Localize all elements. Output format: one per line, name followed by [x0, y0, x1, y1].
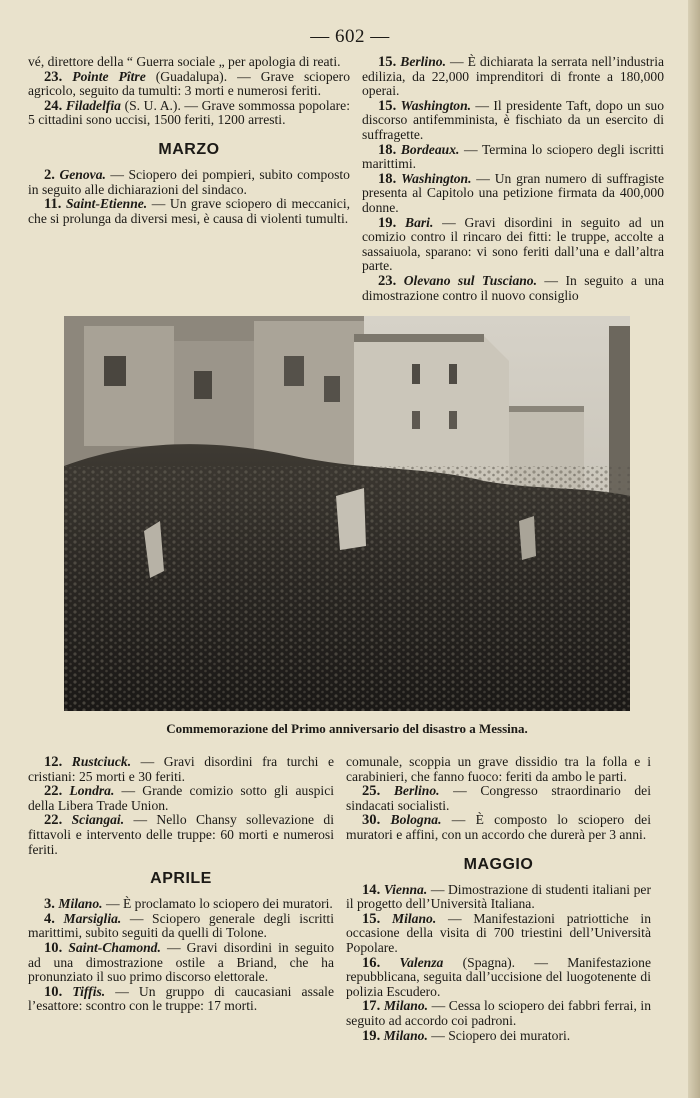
month-heading-aprile: APRILE: [150, 870, 212, 888]
entry-day: 14.: [362, 881, 381, 898]
entry-place: Vienna.: [383, 881, 428, 897]
entry-text: — In seguito a una dimostrazione contro il nuovo consiglio: [362, 272, 664, 303]
entry-day: 19.: [362, 1027, 381, 1044]
entry-place: Milano.: [392, 910, 437, 926]
entry-text: — Manifestazioni patriottiche in occasione della visita di 700 triestini dell’Università Popolare.: [346, 910, 651, 955]
entry-text: — Gravi disordini fra turchi e cristiani: 25 morti e 30 feriti.: [28, 754, 334, 784]
crowd-photograph: [64, 316, 630, 711]
entry-text: — Nello Chansy sollevazione di fittavoli e intervento delle truppe: 60 morti e numerosi feriti.: [28, 812, 334, 857]
entry: [28, 813, 334, 857]
entry: [28, 941, 334, 985]
entry-place: Bordeaux.: [400, 141, 460, 157]
entry: [346, 784, 651, 813]
entry-place: Marsiglia.: [63, 910, 122, 926]
entry-text: — È composto lo sciopero dei muratori e affini, con un accordo che durerà per 3 anni.: [346, 812, 651, 842]
entry-day: 11.: [44, 196, 62, 213]
entry-place: Rustciuck.: [71, 754, 132, 769]
entry-day: 30.: [362, 812, 381, 829]
entry-text: — Sciopero generale degli iscritti marittimi, subito seguiti da quelli di Tolone.: [28, 910, 334, 941]
entry-day: 16.: [362, 954, 381, 971]
entry-day: 24.: [44, 97, 63, 114]
entry: [346, 999, 651, 1028]
entry: [28, 784, 334, 813]
entry-text: — Grande comizio sotto gli auspici della Libera Trade Union.: [28, 783, 334, 813]
entry-place: Milano.: [383, 1027, 428, 1043]
entry-place: Washington.: [401, 170, 472, 186]
page-number: — 602 —: [310, 26, 390, 47]
entry-day: 15.: [378, 54, 397, 70]
column-bottom-right: [346, 755, 651, 1043]
entry-day: 3.: [44, 896, 55, 913]
entry-place: Berlino.: [393, 783, 440, 799]
entry: [362, 99, 664, 143]
entry-day: 4.: [44, 910, 55, 927]
entry: [346, 883, 651, 912]
entry-text: (S. U. A.). — Grave sommossa popolare: 5 cittadini sono uccisi, 1500 feriti, 1200 arresti.: [28, 97, 350, 128]
entry-day: 23.: [44, 68, 63, 85]
entry-place: Berlino.: [400, 54, 446, 69]
entry-day: 23.: [378, 272, 397, 289]
entry-text: — Congresso straordinario dei sindacati socialisti.: [346, 783, 651, 813]
month-heading-maggio: MAGGIO: [463, 855, 534, 873]
entry: [362, 274, 664, 303]
entry-place: Bologna.: [390, 812, 442, 828]
entry-text: — È proclamato lo sciopero dei muratori.: [102, 896, 333, 912]
entry: [28, 755, 334, 784]
entry-place: Pointe Pître: [72, 68, 146, 84]
entry: [28, 168, 350, 197]
entry-place: Genova.: [59, 166, 106, 182]
entry: [346, 912, 651, 956]
entry-text: — Sciopero dei pompieri, subito composto in seguito alle dichiarazioni del sindaco.: [28, 166, 350, 197]
entry-place: Saint-Chamond.: [68, 939, 161, 955]
entry: [362, 172, 664, 216]
entry-text: — Sciopero dei muratori.: [427, 1027, 571, 1043]
entry-day: 18.: [378, 141, 397, 158]
entry-day: 12.: [44, 754, 63, 770]
entry-day: 25.: [362, 783, 381, 800]
entry-text: (Guadalupa). — Grave sciopero agricolo, seguito da tumulti: 3 morti e numerosi feriti.: [28, 68, 351, 99]
entry: [28, 197, 350, 226]
entry-place: Sciangai.: [71, 812, 125, 828]
entry-place: Filadelfia: [65, 97, 121, 113]
entry-text: — Il presidente Taft, dopo un suo discorso antifemminista, è fischiato da un esercito di suffragette.: [362, 97, 664, 142]
entry-text: (Spagna). — Manifestazione repubblicana, seguita dall’uccisione del luogotenente di polizia Escudero.: [346, 954, 651, 999]
entry: [346, 813, 651, 842]
entry-place: Bari.: [405, 214, 434, 230]
entry-day: 22.: [44, 783, 63, 800]
entry: [28, 70, 350, 99]
entry: [362, 216, 664, 274]
photo-caption: Commemorazione del Primo anniversario del disastro a Messina.: [166, 721, 528, 736]
entry-day: 15.: [378, 97, 397, 114]
entry-day: 10.: [44, 939, 63, 956]
entry-text: — È dichiarata la serrata nell’industria edilizia, da 22,000 imprenditori di fronte a 180,000 operai.: [362, 54, 664, 99]
entry: [28, 912, 334, 941]
entry: [346, 956, 651, 1000]
continuation-text: comunale, scoppia un grave dissidio tra la folla e i carabinieri, che fanno fuoco: feriti da ambo le parti.: [346, 754, 651, 784]
entry-day: 18.: [378, 170, 397, 187]
entry-day: 19.: [378, 214, 397, 231]
entry-text: — Cessa lo sciopero dei fabbri ferrai, in seguito ad accordo coi padroni.: [346, 998, 651, 1028]
entry-text: — Gravi disordini in seguito ad una dimostrazione ostile a Briand, che ha pronunziato il suo primo discorso elettorale.: [28, 939, 334, 985]
entry: [28, 99, 350, 128]
column-top-right: [362, 55, 664, 303]
entry-day: 10.: [44, 983, 63, 1000]
entry-place: Washington.: [400, 97, 472, 113]
entry-place: Milano.: [383, 998, 429, 1014]
entry-text: — Un gruppo di caucasiani assale l’esattore: scontro con le truppe: 17 morti.: [28, 983, 334, 1014]
column-top-left: [28, 55, 350, 226]
entry-place: Saint-Etienne.: [65, 196, 148, 212]
entry-place: Londra.: [69, 783, 115, 799]
column-bottom-left: [28, 755, 334, 1014]
entry-day: 15.: [362, 910, 381, 927]
entry-day: 22.: [44, 812, 63, 829]
entry: [362, 143, 664, 172]
entry-place: Olevano sul Tusciano.: [403, 272, 537, 288]
entry: [28, 985, 334, 1014]
entry-day: 2.: [44, 166, 55, 183]
entry-text: — Un gran numero di suffragiste presenta al Capitolo una petizione firmata da 400,000 donne.: [362, 170, 664, 215]
entry: [362, 55, 664, 99]
page-edge-shadow: [688, 0, 700, 1098]
entry: [346, 1029, 651, 1044]
continuation-text: vé, direttore della “ Guerra sociale „ per apologia di reati.: [28, 54, 341, 69]
entry-text: — Dimostrazione di studenti italiani per il progetto dell’Università Italiana.: [346, 881, 651, 912]
entry-place: Tiffis.: [72, 983, 106, 999]
entry-place: Valenza: [399, 954, 444, 970]
entry-day: 17.: [362, 998, 381, 1015]
entry-text: — Termina lo sciopero degli iscritti marittimi.: [362, 141, 664, 172]
month-heading-marzo: MARZO: [158, 140, 220, 158]
entry-text: — Gravi disordini in seguito ad un comizio contro il rincaro dei fitti: le truppe, accolte a sassaiuola, sparano: vi sono feriti dall’una e dall’altra parte.: [362, 214, 664, 274]
entry-text: — Un grave sciopero di meccanici, che si prolunga da diversi mesi, è causa di violenti tumulti.: [28, 196, 350, 226]
entry-place: Milano.: [58, 896, 103, 912]
entry: [28, 897, 334, 912]
